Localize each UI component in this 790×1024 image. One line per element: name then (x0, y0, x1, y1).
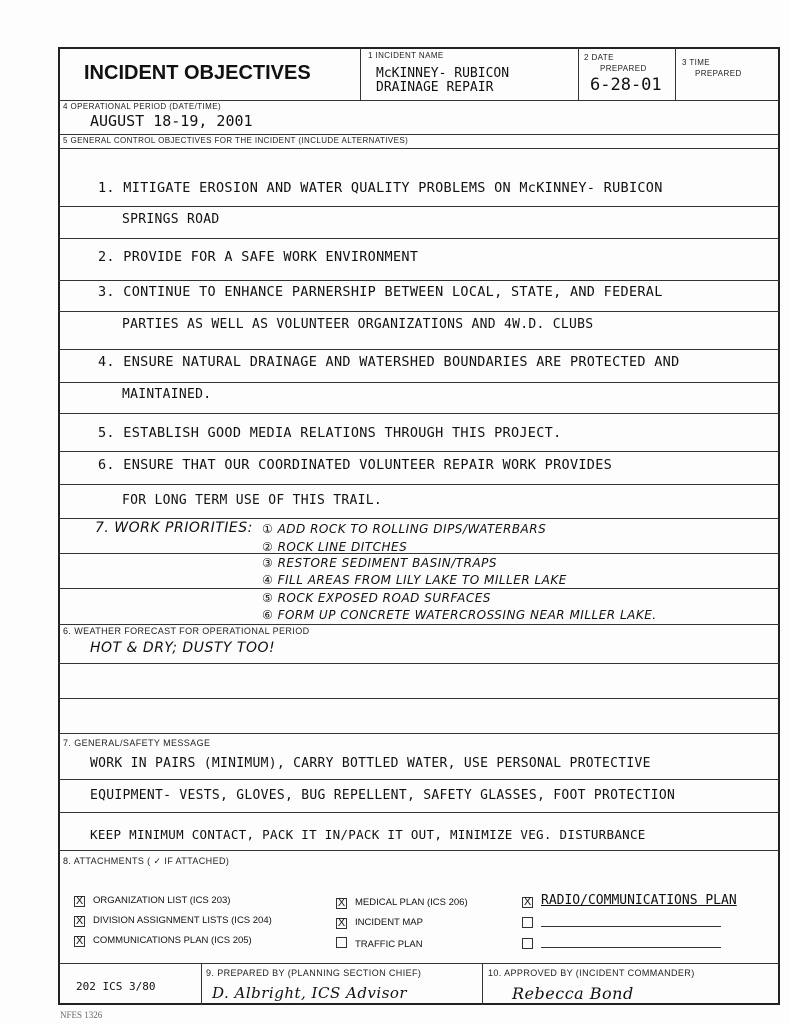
objective-line: SPRINGS ROAD (122, 212, 220, 227)
objective-line: FOR LONG TERM USE OF THIS TRAIL. (122, 493, 383, 508)
work-priority: ⑤ ROCK EXPOSED ROAD SURFACES (262, 591, 491, 605)
safety-line: EQUIPMENT- VESTS, GLOVES, BUG REPELLENT, SAFETY GLASSES, FOOT PROTECTION (90, 788, 676, 803)
attachment-blank-1[interactable] (522, 917, 721, 930)
date-prepared-label: 2 DATE (584, 53, 614, 62)
attachment-blank-2[interactable] (522, 938, 721, 951)
attachment-organization-list[interactable]: X ORGANIZATION LIST (ICS 203) (75, 895, 231, 907)
objective-line: 5. ESTABLISH GOOD MEDIA RELATIONS THROUGH THIS PROJECT. (98, 425, 562, 441)
work-priority: ② ROCK LINE DITCHES (262, 540, 408, 554)
work-priority: ④ FILL AREAS FROM LILY LAKE TO MILLER LAKE (262, 573, 567, 587)
operational-period-label: 4 OPERATIONAL PERIOD (DATE/TIME) (63, 102, 222, 111)
checkbox-checked[interactable]: X (75, 895, 84, 907)
checkbox-unchecked[interactable] (522, 917, 533, 928)
safety-label: 7. GENERAL/SAFETY MESSAGE (63, 738, 211, 748)
approved-by-signature: Rebecca Bond (512, 984, 634, 1003)
attachment-communications-plan[interactable]: X COMMUNICATIONS PLAN (ICS 205) (75, 935, 252, 947)
time-prepared-label: 3 TIME (682, 58, 711, 67)
checkbox-checked[interactable]: X (75, 935, 84, 947)
work-priority: ① ADD ROCK TO ROLLING DIPS/WATERBARS (262, 522, 547, 536)
weather-label: 6. WEATHER FORECAST FOR OPERATIONAL PERIOD (63, 626, 310, 636)
attachment-radio-plan[interactable]: X RADIO/COMMUNICATIONS PLAN (523, 893, 737, 908)
objective-line: 6. ENSURE THAT OUR COORDINATED VOLUNTEER REPAIR WORK PROVIDES (98, 457, 613, 473)
date-prepared-value: 6-28-01 (590, 75, 662, 95)
attachment-incident-map[interactable]: X INCIDENT MAP (337, 917, 423, 929)
incident-name-label: 1 INCIDENT NAME (368, 51, 444, 60)
attachment-division-assignment[interactable]: X DIVISION ASSIGNMENT LISTS (ICS 204) (75, 915, 272, 927)
objective-line: MAINTAINED. (122, 387, 212, 402)
checkbox-checked[interactable]: X (337, 897, 346, 909)
objectives-label: 5 GENERAL CONTROL OBJECTIVES FOR THE INCIDENT (INCLUDE ALTERNATIVES) (63, 136, 409, 145)
attachment-traffic-plan[interactable]: TRAFFIC PLAN (336, 937, 423, 950)
date-prepared-label2: PREPARED (600, 64, 647, 73)
objective-line: 2. PROVIDE FOR A SAFE WORK ENVIRONMENT (98, 249, 419, 265)
time-prepared-label2: PREPARED (695, 69, 742, 78)
attachment-medical-plan[interactable]: X MEDICAL PLAN (ICS 206) (337, 897, 468, 909)
nfes-number: NFES 1326 (60, 1010, 103, 1020)
checkbox-checked[interactable]: X (75, 915, 84, 927)
objective-line: 3. CONTINUE TO ENHANCE PARNERSHIP BETWEEN LOCAL, STATE, AND FEDERAL (98, 284, 663, 300)
prepared-by-signature: D. Albright, ICS Advisor (212, 984, 408, 1002)
safety-line: WORK IN PAIRS (MINIMUM), CARRY BOTTLED WATER, USE PERSONAL PROTECTIVE (90, 756, 651, 771)
incident-name-line1: McKINNEY- RUBICON (376, 66, 510, 81)
attachments-label: 8. ATTACHMENTS ( ✓ IF ATTACHED) (63, 856, 230, 866)
approved-by-label: 10. APPROVED BY (INCIDENT COMMANDER) (488, 968, 695, 978)
prepared-by-label: 9. PREPARED BY (PLANNING SECTION CHIEF) (206, 968, 422, 978)
form-id: 202 ICS 3/80 (76, 980, 156, 993)
checkbox-unchecked[interactable] (522, 938, 533, 949)
checkbox-unchecked[interactable] (336, 937, 347, 948)
objective-line: 4. ENSURE NATURAL DRAINAGE AND WATERSHED BOUNDARIES ARE PROTECTED AND (98, 354, 680, 370)
objective-line: PARTIES AS WELL AS VOLUNTEER ORGANIZATIONS AND 4W.D. CLUBS (122, 317, 594, 332)
work-priority: ⑥ FORM UP CONCRETE WATERCROSSING NEAR MILLER LAKE. (262, 608, 657, 622)
work-priorities-label: 7. WORK PRIORITIES: (95, 520, 253, 536)
checkbox-checked[interactable]: X (523, 896, 532, 908)
checkbox-checked[interactable]: X (337, 917, 346, 929)
weather-value: HOT & DRY; DUSTY TOO! (90, 640, 276, 656)
objective-line: 1. MITIGATE EROSION AND WATER QUALITY PROBLEMS ON McKINNEY- RUBICON (98, 180, 663, 196)
incident-name-line2: DRAINAGE REPAIR (376, 80, 494, 95)
work-priority: ③ RESTORE SEDIMENT BASIN/TRAPS (262, 556, 498, 570)
form-title: INCIDENT OBJECTIVES (84, 62, 311, 84)
safety-line: KEEP MINIMUM CONTACT, PACK IT IN/PACK IT OUT, MINIMIZE VEG. DISTURBANCE (90, 827, 646, 842)
operational-period-value: AUGUST 18-19, 2001 (90, 112, 253, 130)
